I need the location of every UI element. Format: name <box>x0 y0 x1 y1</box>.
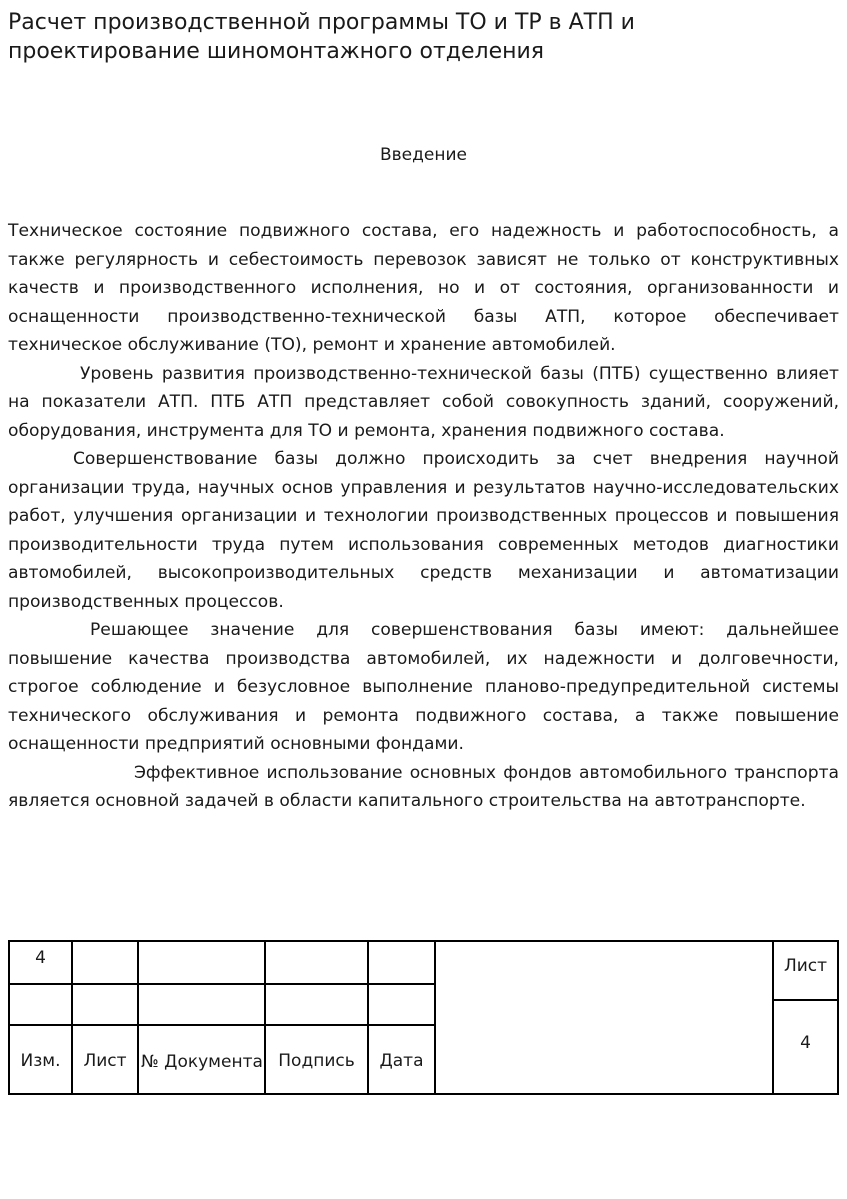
paragraph: Совершенствование базы должно происходить за счет внедрения научной организации труда, научных основ управления и результатов научно-исследовательских работ, улучшения организации и технологии производственных процессов и повышения производительности труда путем использования современных методов диагностики автомобилей, высокопроизводительных средств механизации и автоматизации производственных процессов. <box>8 449 839 612</box>
paragraph: Решающее значение для совершенствования базы имеют: дальнейшее повышение качества производства автомобилей, их надежности и долговечности, строгое соблюдение и безусловное выполнение планово-предупредительной системы технического обслуживания и ремонта подвижного состава, а также повышение оснащенности предприятий основными фондами. <box>8 620 839 754</box>
paragraph: Эффективное использование основных фондов автомобильного транспорта является основной задачей в области капитального строительства на автотранспорте. <box>8 762 839 811</box>
document-title: Расчет производственной программы ТО и ТР в АТП и проектирование шиномонтажного отделения <box>8 10 635 64</box>
izm-label: Изм. <box>20 1050 61 1071</box>
stamp-divider <box>10 983 436 985</box>
sheet-number: 4 <box>800 1033 811 1053</box>
paragraph: Уровень развития производственно-технической базы (ПТБ) существенно влияет на показатели АТП. ПТБ АТП представляет собой совокупность зданий, сооружений, оборудования, инструмента для ТО и ремонта, хранения подвижного состава. <box>8 363 839 441</box>
list-label: Лист <box>83 1050 127 1071</box>
signature-label: Подпись <box>278 1050 355 1071</box>
stamp-divider <box>434 942 436 1093</box>
doc-number-label: № Документа <box>141 1051 263 1072</box>
stamp-divider <box>772 999 837 1001</box>
date-label: Дата <box>379 1050 424 1071</box>
change-number: 4 <box>35 948 46 968</box>
sheet-label: Лист <box>783 956 828 976</box>
document-body <box>8 217 839 816</box>
paragraph: Техническое состояние подвижного состава, его надежность и работоспособность, а также регулярность и себестоимость перевозок зависят не только от конструктивных качеств и производственного исполнения, но и от состояния, организованности и оснащенности производственно-технической базы АТП, которое обеспечивает техническое обслуживание (ТО), ремонт и хранение автомобилей. <box>8 221 839 355</box>
section-heading: Введение <box>380 145 467 165</box>
title-block <box>8 940 839 1095</box>
stamp-divider <box>137 942 139 1093</box>
